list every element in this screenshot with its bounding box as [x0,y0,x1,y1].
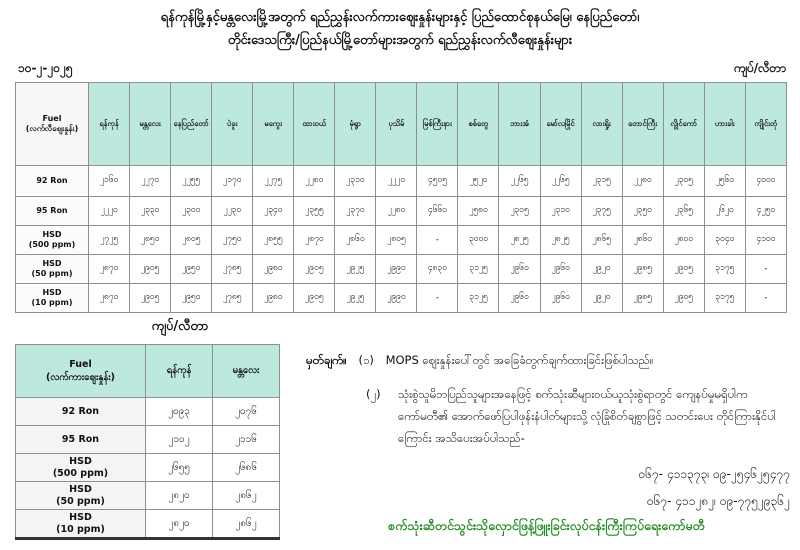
price-cell: ၂၂၅၅ [171,166,212,197]
price-cell: ၄၆၆၀ [417,197,458,226]
price-cell: ၂၉၆၀ [540,284,581,313]
price-cell: ၂၇၈၅ [212,255,253,284]
price-cell: ၂၂၃၀ [212,197,253,226]
price-cell: ၂၆၅၅ [146,454,213,482]
city-header: မြစ်ကြီးနား [417,83,458,166]
phone-line-1: ၀၆၇- ၄၁၁၃၇၃၊ ၀၉-၂၅၄၆၂၅၄၇၇ [638,467,790,481]
fuel-column-header: Fuel (လက်လီဈေးနှုန်း) [16,83,89,166]
price-cell: ၂၉၂၀ [581,284,622,313]
city-header: လားရှိုး [581,83,622,166]
price-cell: ၂၂၂၀ [376,166,417,197]
price-cell: ၂၈၇၀ [294,226,335,255]
price-cell: ၂၈၅၅ [253,226,294,255]
city-header: လွိုင်ကော် [663,83,704,166]
note-2-number: (၂) [366,386,381,401]
fuel-row-label: 92 Ron [16,398,146,426]
note-1-number: (၁) [358,353,374,367]
price-cell: ၂၈၀၅ [376,226,417,255]
city-header: ရန်ကုန် [146,345,213,398]
price-cell: ၂၈၀၅ [171,226,212,255]
price-cell: ၂၂၈၀ [376,197,417,226]
table-row [16,426,280,454]
price-cell: ၂၃၀၀ [171,197,212,226]
price-cell: ၂၃၇၅ [581,197,622,226]
table-row [16,255,787,284]
city-header: ထားဝယ် [294,83,335,166]
city-header: ကျိုင်းတုံ [745,83,786,166]
city-header: ပဲခူး [212,83,253,166]
price-cell: ၃၀၄၀ [704,226,745,255]
price-cell: ၂၉၈၀ [253,284,294,313]
table-row [16,197,787,226]
price-cell: ၂၉၂၀ [581,255,622,284]
unit-label-retail: ကျပ်/လီတာ [733,61,786,75]
city-header: ဟားခါး [704,83,745,166]
price-cell: ၂၈၂၅ [540,226,581,255]
price-cell: ၂၂၆၅ [499,166,540,197]
price-cell: ၂၉၆၀ [499,255,540,284]
city-header: နေပြည်တော် [171,83,212,166]
note-item-1 [306,352,793,370]
table-row [16,284,787,313]
price-cell: ၃၀၀၀ [458,226,499,255]
price-cell: ၂၈၆၀ [622,226,663,255]
notes-section [306,352,793,449]
price-cell: ၂၉၈၀ [253,255,294,284]
price-cell: ၄၁၀၀ [745,226,786,255]
fuel-row-label: 95 Ron [16,426,146,454]
unit-label-wholesale: ကျပ်/လီတာ [151,319,209,334]
page-title [0,6,800,53]
price-cell: ၃၁၂၅ [458,284,499,313]
table-row [16,482,280,510]
fuel-column-header: Fuel (လက်ကားဈေးနှုန်း) [16,345,146,398]
price-cell: ၂၁၇၀ [212,166,253,197]
price-cell: ၂၉၅၀ [171,284,212,313]
price-cell: - [417,284,458,313]
table-row [16,398,280,426]
notes-heading: မှတ်ချက်။ [306,353,347,367]
note-2-text: သုံးစွဲသူမိဘပြည်သူများအနေဖြင့် စက်သုံးဆီများဝယ်ယူသုံးစွဲရာတွင် ကျေနပ်မှုမရှိပါက ကော်မတီ၏ အောက်ဖော်ပြပါဖုန်းနံပါတ်များသို့ လုံခြုံစိတ်ချစွာဖြင့် သတင်းပေး တိုင်ကြားနိုင်ပါကြောင်း အသိပေးအပ်ပါသည်- [398,386,776,445]
price-cell: ၂၅၂၀ [458,166,499,197]
price-cell: ၂၃၇၀ [335,197,376,226]
price-cell: ၂၀၇၆ [213,398,280,426]
price-cell: ၂၈၆၅ [581,226,622,255]
price-cell: ၂၉၈၅ [622,255,663,284]
price-cell: ၂၆၈၆ [213,454,280,482]
table-row [16,454,280,482]
fuel-row-label: 92 Ron [16,166,89,197]
price-cell: ၂၂၆၅ [540,166,581,197]
price-cell: ၂၆၂၀ [704,197,745,226]
price-cell: ၂၃၁၀ [335,166,376,197]
city-header: မန္တလေး [213,345,280,398]
committee-footer: စက်သုံးဆီတင်သွင်းသိုလှောင်ဖြန့်ဖြူးခြင်းလုပ်ငန်းကြီးကြပ်ရေးကော်မတီ [388,518,705,533]
price-cell: ၂၅၈၀ [458,197,499,226]
price-cell: ၂၉၀၅ [294,255,335,284]
city-header: တောင်ကြီး [622,83,663,166]
city-header: မော်လမြိုင် [540,83,581,166]
table-row [16,226,787,255]
price-cell: ၂၃၀၅ [499,197,540,226]
city-header: မန္တလေး [130,83,171,166]
price-cell: ၄၀၀၀ [745,166,786,197]
price-cell: ၂၉၅၀ [171,255,212,284]
fuel-row-label: HSD (500 ppm) [16,454,146,482]
price-cell: ၂၉၆၀ [540,255,581,284]
table-row [16,510,280,539]
price-cell: ၂၂၈၀ [294,166,335,197]
fuel-row-label: 95 Ron [16,197,89,226]
price-cell: ၂၉၈၅ [622,284,663,313]
price-cell: ၂၃၆၅ [663,197,704,226]
price-cell: ၂၃၁၅ [581,166,622,197]
city-header: ရန်ကုန် [89,83,130,166]
phone-line-2: ၀၆၇- ၄၁၁၂၈၂၊ ၀၉-၇၇၅၂၉၃၆၂ [646,494,790,508]
price-cell: - [417,226,458,255]
price-cell: ၂၂၇၅ [253,166,294,197]
price-cell: ၂၃၄၀ [253,197,294,226]
fuel-row-label: HSD (50 ppm) [16,482,146,510]
price-cell: ၂၁၀၂ [146,426,213,454]
price-cell: ၃၁၇၅ [704,284,745,313]
city-header: မုံရွာ [335,83,376,166]
page-title-line2: တိုင်းဒေသကြီး/ပြည်နယ်မြို့တော်များအတွက် ရည်ညွှန်းလက်လီဈေးနှုန်းများ [227,33,573,49]
price-cell: ၂၀၉၃ [146,398,213,426]
price-cell: ၃၁၂၅ [458,255,499,284]
price-cell: ၂၉၆၀ [499,284,540,313]
price-cell: - [745,255,786,284]
wholesale-price-table [15,344,280,540]
price-cell: ၂၉၂၅ [335,255,376,284]
price-cell: ၂၈၇၀ [89,255,130,284]
price-cell: ၂၉၀၅ [130,255,171,284]
note-item-2 [366,384,793,450]
price-cell: ၂၈၆၀ [335,226,376,255]
city-header: စစ်တွေ [458,83,499,166]
price-cell: - [745,284,786,313]
fuel-row-label: HSD (10 ppm) [16,510,146,539]
date-label: ၁၀-၂-၂၀၂၅ [18,61,73,75]
price-cell: ၂၈၆၂ [213,510,280,539]
city-header: ပုသိမ် [376,83,417,166]
price-cell: ၂၇၅၀ [212,226,253,255]
price-cell: ၂၈၂၅ [499,226,540,255]
table-row [16,166,787,197]
price-cell: ၂၈၆၂ [213,482,280,510]
price-cell: ၂၈၇၀ [89,284,130,313]
price-cell: ၂၇၈၅ [212,284,253,313]
fuel-row-label: HSD (50 ppm) [16,255,89,284]
fuel-row-label: HSD (10 ppm) [16,284,89,313]
price-cell: ၂၈၀၀ [663,226,704,255]
price-cell: ၂၈၅၀ [130,226,171,255]
retail-price-table [15,82,787,313]
page-title-line1: ရန်ကုန်မြို့နှင့်မန္တလေးမြို့အတွက် ရည်ညွှန်းလက်ကားဈေးနှုန်းများနှင့် ပြည်ထောင်စုနယ်မြေ၊ နေပြည်တော်၊ [160,10,640,25]
price-cell: ၂၃၅၀ [622,197,663,226]
price-cell: ၂၈၂၀ [146,482,213,510]
price-cell: ၂၉၉၀ [376,255,417,284]
price-cell: ၄၅၀၅ [417,166,458,197]
price-cell: ၃၁၇၅ [704,255,745,284]
price-cell: ၂၂၇၀ [130,166,171,197]
price-cell: ၂၃၁၀ [540,197,581,226]
price-cell: ၂၂၂၀ [89,197,130,226]
price-cell: ၂၃၀၅ [663,166,704,197]
price-cell: ၂၁၆၀ [89,166,130,197]
price-cell: ၂၉၀၅ [663,255,704,284]
price-cell: ၂၉၀၅ [663,284,704,313]
price-cell: ၂၈၂၀ [146,510,213,539]
price-cell: ၄၈၃၀ [417,255,458,284]
fuel-row-label: HSD (500 ppm) [16,226,89,255]
price-cell: ၂၉၉၀ [376,284,417,313]
price-cell: ၂၅၆၀ [704,166,745,197]
price-cell: ၂၂၈၀ [622,166,663,197]
price-cell: ၂၃၃၀ [130,197,171,226]
price-cell: ၂၉၂၅ [335,284,376,313]
note-1-text: MOPS ဈေးနှုန်းပေါ်တွင် အခြေခံတွက်ချက်ထားခြင်းဖြစ်ပါသည်။ [385,353,654,367]
city-header: ဘားအံ [499,83,540,166]
price-cell: ၂၉၀၅ [130,284,171,313]
price-cell: ၄၂၅၀ [745,197,786,226]
price-cell: ၂၁၁၆ [213,426,280,454]
price-cell: ၂၇၂၅ [89,226,130,255]
price-cell: ၂၃၅၅ [294,197,335,226]
city-header: မကွေး [253,83,294,166]
price-cell: ၂၉၀၅ [294,284,335,313]
